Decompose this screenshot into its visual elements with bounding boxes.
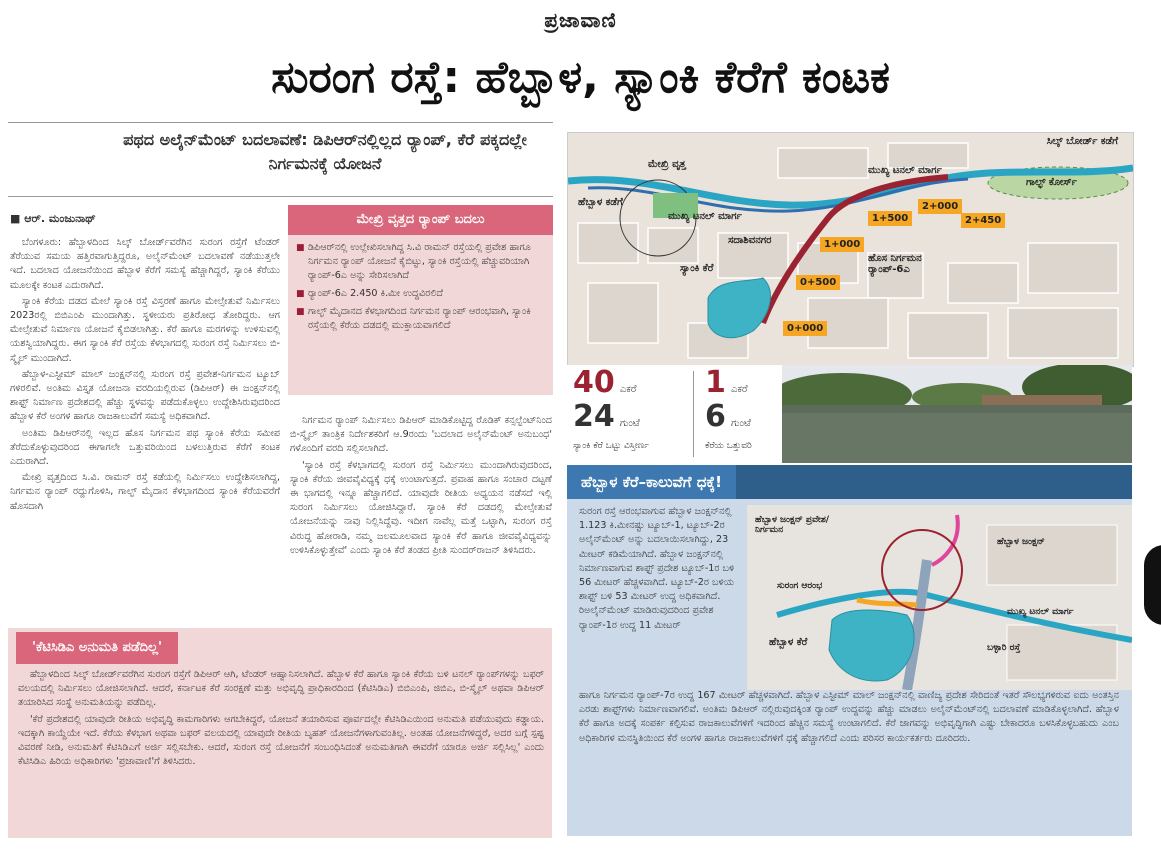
sidebar-list bbox=[296, 241, 548, 337]
map-label-golf: ಗಾಲ್ಫ್ ಕೋರ್ಸ್ bbox=[1026, 177, 1077, 188]
ktcda-title: 'ಕೆಟಿಸಿಡಿಎ ಅನುಮತಿ ಪಡೆದಿಲ್ಲ' bbox=[16, 632, 178, 664]
ktcda-text bbox=[18, 668, 544, 834]
hebbal-text-2: ಹಾಗೂ ನಿರ್ಗಮನ ರ‍್ಯಾಂಪ್-7ರ ಉದ್ದ 167 ಮೀಟರ್ ಹೆಚ್ಚಳವಾಗಿದೆ. ಹೆಬ್ಬಾಳ ಎಸ್ಟೀಮ್ ಮಾಲ್ ಜಂಕ್ಷನ್‌ನಲ್ಲಿ ವಾಣಿಜ್ಯ ಪ್ರದೇಶ ಸೇರಿದಂತೆ ಇತರೆ ಸೌಲಭ್ಯಗಳಿರುವ ಐದು ಅಂತಸ್ತಿನ ಎರಡು ಶಾಫ್ಟ್‌ಗಳು ನಿರ್ಮಾಣವಾಗಲಿವೆ. ಅಂತಿಮ ಡಿಪಿಆರ್ ನಲ್ಲಿರುವುದಕ್ಕಿಂತ ರ‍್ಯಾಂಪ್ ಉದ್ದವನ್ನು ಹೆಚ್ಚು ಮಾಡಲು ಅಲೈನ್‌ಮೆಂಟ್‌ನಲ್ಲಿ ಬದಲಾವಣೆ ಮಾಡಿಕೊಳ್ಳಲಾಗಿದೆ. ಹೆಬ್ಬಾಳ ಕೆರೆ ಹಾಗೂ ಅದಕ್ಕೆ ಸಂಪರ್ಕ ಕಲ್ಪಿಸುವ ರಾಜಕಾಲುವೆಗಳಿಗೆ ಇದರಿಂದ ಹೆಚ್ಚಿನ ಸಮಸ್ಯೆ ಉಂಟಾಗಲಿದೆ. ಕೆರೆ ಜಾಗವನ್ನು ಅಭಿವೃದ್ಧಿಗಾಗಿ ಎಷ್ಟು ಬೇಕಾದರೂ ಬಳಸಿಕೊಳ್ಳಬಹುದು ಎಂಬ ಅಧಿಕಾರಿಗಳ ಮನಸ್ಥಿತಿಯಿಂದ ಕೆರೆ ಅಂಗಳ ಹಾಗೂ ರಾಜಕಾಲುವೆಗಳಿಗೆ ಧಕ್ಕೆ ಹೆಚ್ಚಾಗಲಿದೆ ಎಂದು ಪರಿಸರ ಕಾರ್ಯಕರ್ತರು ದೂರಿದರು. bbox=[579, 690, 1119, 744]
paragraph: ಅಂತಿಮ ಡಿಪಿಆರ್‌ನಲ್ಲಿ ಇಲ್ಲದ ಹೊಸ ನಿರ್ಗಮನ ಪಥ ಸ್ಯಾಂಕಿ ಕೆರೆಯ ಸಮೀಪ ತೆರೆದುಕೊಳ್ಳುವುದರಿಂದ ಈಗಾಗಲೇ ಒತ್ತುವರಿಯಿಂದ ಬಳಲುತ್ತಿರುವ ಕೆರೆಗೆ ಕಂಟಕ ಎದುರಾಗಿದೆ. bbox=[10, 427, 280, 468]
hebbal-text-1: ಸುರಂಗ ರಸ್ತೆ ಆರಂಭವಾಗುವ ಹೆಬ್ಬಾಳ ಜಂಕ್ಷನ್‌ನಲ್ಲಿ 1.123 ಕಿ.ಮೀನಷ್ಟು ಟ್ಯೂಬ್-1, ಟ್ಯೂಬ್-2ರ ಅಲೈನ್‌ಮೆಂಟ್ ಅನ್ನು ಬದಲಾಯಿಸಲಾಗಿದ್ದು, 23 ಮೀಟರ್ ಕಡಿಮೆಯಾಗಿದೆ. ಹೆಬ್ಬಾಳ ಜಂಕ್ಷನ್‌ನಲ್ಲಿ ನಿರ್ಮಾಣವಾಗುವ ಶಾಫ್ಟ್ ಪ್ರದೇಶ ಟ್ಯೂಬ್-1ರ ಬಳಿ 56 ಮೀಟರ್ ಹೆಚ್ಚಳವಾಗಿದೆ. ಟ್ಯೂಬ್-2ರ ಬಳಿಯ ಶಾಫ್ಟ್ ಬಳಿ 53 ಮೀಟರ್ ಉದ್ದ ಅಧಿಕವಾಗಿದೆ. ರಿಅಲೈನ್‌ಮೆಂಟ್ ಮಾಡಿರುವುದರಿಂದ ಪ್ರವೇಶ ರ‍್ಯಾಂಪ್-1ರ ಉದ್ದ 11 ಮೀಟರ್ bbox=[579, 506, 735, 631]
paragraph: ಸ್ಯಾಂಕಿ ಕೆರೆಯ ದಡದ ಮೇಲೆ ಸ್ಯಾಂಕಿ ರಸ್ತೆ ವಿಸ್ತರಣೆ ಹಾಗೂ ಮೇಲ್ಸೇತುವೆ ನಿರ್ಮಿಸಲು 2023ರಲ್ಲಿ ಬಿಬಿಎಂಪಿ ಮುಂದಾಗಿತ್ತು. ಸ್ಥಳೀಯರು ಪ್ರತಿರೋಧ ತೋರಿದ್ದರು. ಆಗ ಮೇಲ್ಸೇತುವೆ ನಿರ್ಮಾಣ ಯೋಜನೆ ಕೈಬಿಡಲಾಗಿತ್ತು. ಕೆರೆ ಹಾಗೂ ಮರಗಳನ್ನು ಉಳಿಸುವಲ್ಲಿ ಯಶಸ್ವಿಯಾಗಿದ್ದರು. ಈಗ ಸ್ಯಾಂಕಿ ಕೆರೆ ರಸ್ತೆಯ ಕೆಳಭಾಗದಲ್ಲಿ ಸುರಂಗ ರಸ್ತೆ ನಿರ್ಮಿಸಲು ಬಿ-ಸ್ಮೈಲ್ ಮುಂದಾಗಿದೆ. bbox=[10, 295, 280, 364]
map-label-main-tunnel: ಮುಖ್ಯ ಟನಲ್ ಮಾರ್ಗ bbox=[1007, 607, 1074, 617]
lake-photo-graphic bbox=[782, 365, 1132, 463]
chainage-label: 0+500 bbox=[796, 275, 840, 290]
headline: ಸುರಂಗ ರಸ್ತೆ: ಹೆಬ್ಬಾಳ, ಸ್ಯಾಂಕಿ ಕೆರೆಗೆ ಕಂಟಕ bbox=[271, 52, 890, 103]
sidebar-item: ■ ರ‍್ಯಾಂಪ್-6ಎ 2.450 ಕಿ.ಮೀ ಉದ್ದವಿರಲಿದೆ bbox=[296, 287, 548, 301]
sidebar-item: ■ ಡಿಪಿಆರ್‌ನಲ್ಲಿ ಉಲ್ಲೇಖಿಸಲಾಗಿದ್ದ ಸಿ.ವಿ ರಾಮನ್ ರಸ್ತೆಯಲ್ಲಿ ಪ್ರವೇಶ ಹಾಗೂ ನಿರ್ಗಮನ ರ‍್ಯಾಂಪ್ ಯೋಜನೆ ಕೈಬಿಟ್ಟು, ಸ್ಯಾಂಕಿ ರಸ್ತೆಯಲ್ಲಿ ಹೆಚ್ಚುವರಿಯಾಗಿ ರ‍್ಯಾಂಪ್-6ಎ ಅನ್ನು ಸೇರಿಸಲಾಗಿದೆ bbox=[296, 241, 548, 283]
rule bbox=[8, 196, 553, 197]
map-label-new-exit: ಹೊಸ ನಿರ್ಗಮನ ರ‍್ಯಾಂಪ್-6ಎ bbox=[868, 253, 922, 275]
map-label-hebbal-lake: ಹೆಬ್ಬಾಳ ಕೆರೆ bbox=[769, 637, 808, 648]
mekhri-ramp-sidebar bbox=[288, 205, 553, 395]
map-label-mekhri: ಮೇಖ್ರಿ ವೃತ್ತ bbox=[648, 159, 686, 170]
rule bbox=[8, 122, 553, 123]
hebbal-panel bbox=[567, 465, 1132, 836]
paragraph: ಬೆಂಗಳೂರು: ಹೆಬ್ಬಾಳದಿಂದ ಸಿಲ್ಕ್ ಬೋರ್ಡ್‌ವರೆಗಿನ ಸುರಂಗ ರಸ್ತೆಗೆ ಟೆಂಡರ್ ತೆರೆಯುವ ಸಮಯ ಹತ್ತಿರವಾಗುತ್ತಿದ್ದರೂ, ಅಲೈನ್‌ಮೆಂಟ್ ಬದಲಾವಣೆ ನಡೆಯುತ್ತಲೇ ಇದೆ. ಬದಲಾದ ಯೋಜನೆಯಿಂದ ಹೆಬ್ಬಾಳ ಕೆರೆಗೆ ಸಮಸ್ಯೆ ಹೆಚ್ಚಾಗಿದ್ದರೆ, ಸ್ಯಾಂಕಿ ಕೆರೆಯು ಮೂಲಕ್ಕೇ ಕಂಟಕ ಎದುರಾಗಿದೆ. bbox=[10, 237, 280, 291]
map-label-ballari: ಬಳ್ಳಾರಿ ರಸ್ತೆ bbox=[987, 643, 1021, 653]
sankey-map bbox=[567, 132, 1134, 367]
paragraph: ಮೇಖ್ರಿ ವೃತ್ತದಿಂದ ಸಿ.ವಿ. ರಾಮನ್ ರಸ್ತೆ ಕಡೆಯಲ್ಲಿ ನಿರ್ಮಿಸಲು ಉದ್ದೇಶಿಸಲಾಗಿದ್ದ, ನಿರ್ಗಮನ ರ‍್ಯಾಂಪ್ ರದ್ದುಗೊಳಿಸಿ, ಗಾಲ್ಫ್ ಮೈದಾನ ಕೆಳಭಾಗದಿಂದ ಸ್ಯಾಂಕಿ ಕೆರೆಯವರೆಗೆ ಹೊಸದಾಗಿ bbox=[10, 472, 280, 512]
map-label-entry-exit: ಹೆಬ್ಬಾಳ ಜಂಕ್ಷನ್ ಪ್ರವೇಶ/ನಿರ್ಗಮನ bbox=[755, 515, 830, 535]
hebbal-title: ಹೆಬ್ಬಾಳ ಕೆರೆ–ಕಾಲುವೆಗೆ ಧಕ್ಕೆ! bbox=[567, 465, 1132, 499]
paragraph: ನಿರ್ಗಮನ ರ‍್ಯಾಂಪ್ ನಿರ್ಮಿಸಲು ಡಿಪಿಆರ್ ಮಾಡಿಕೊಟ್ಟಿದ್ದ ರೊಡಿಕ್ ಕನ್ಸಲ್ಟೆಂಟ್‌ನಿಂದ ಬಿ-ಸ್ಮೈಲ್ ತಾಂತ್ರಿಕ ನಿರ್ದೇಶಕರಿಗೆ ಆ.9ರಂದು 'ಬದಲಾದ ಅಲೈನ್‌ಮೆಂಟ್ ಅನುಬಂಧ' ಗಳೊಂದಿಗೆ ವರದಿ ಸಲ್ಲಿಸಲಾಗಿದೆ. bbox=[290, 415, 552, 455]
map-label-hebbal: ಹೆಬ್ಬಾಳ ಕಡೆಗೆ bbox=[578, 197, 623, 208]
hebbal-map bbox=[747, 505, 1132, 690]
chainage-label: 2+450 bbox=[961, 213, 1005, 228]
paragraph: ಹೆಬ್ಬಾಳದಿಂದ ಸಿಲ್ಕ್ ಬೋರ್ಡ್‌ವರೆಗಿನ ಸುರಂಗ ರಸ್ತೆಗೆ ಡಿಪಿಆರ್ ಆಗಿ, ಟೆಂಡರ್ ಆಹ್ವಾನಿಸಲಾಗಿದೆ. ಹೆಬ್ಬಾಳ ಕೆರೆ ಹಾಗೂ ಸ್ಯಾಂಕಿ ಕೆರೆಯ ಬಳಿ ಟನಲ್ ರ‍್ಯಾಂಪ್‌ಗಳನ್ನು ಬಫರ್ ವಲಯದಲ್ಲಿ ನಿರ್ಮಿಸಲು ಯೋಜಿಸಲಾಗಿದೆ. ಆದರೆ, ಕರ್ನಾಟಕ ಕೆರೆ ಸಂರಕ್ಷಣೆ ಮತ್ತು ಅಭಿವೃದ್ಧಿ ಪ್ರಾಧಿಕಾರದಿಂದ (ಕೆಟಿಸಿಡಿಎ) ಬಿಬಿಎಂಪಿ, ಜಿಬಿಎ, ಬಿ-ಸ್ಮೈಲ್ ಅಥವಾ ಡಿಪಿಆರ್ ತಯಾರಿಸಿದ ಸಂಸ್ಥೆ ಅನುಮತಿಯನ್ನು ಪಡೆದಿಲ್ಲ. bbox=[18, 669, 544, 709]
lake-stats: 40 ಎಕರೆ 24 ಗುಂಟೆ ಸ್ಯಾಂಕಿ ಕೆರೆ ಒಟ್ಟು ವಿಸ್ತೀರ್ಣ 1 ಎಕರೆ 6 ಗುಂಟೆ ಕೆರೆಯ ಒತ್ತುವರಿ bbox=[567, 365, 782, 463]
paragraph: 'ಕೆರೆ ಪ್ರದೇಶದಲ್ಲಿ ಯಾವುದೇ ರೀತಿಯ ಅಭಿವೃದ್ಧಿ ಕಾಮಗಾರಿಗಳು ಆಗಬೇಕಿದ್ದರೆ, ಯೋಜನೆ ತಯಾರಿಸುವ ಪೂರ್ವದಲ್ಲೇ ಕೆಟಿಸಿಡಿಎಯಿಂದ ಅನುಮತಿ ಪಡೆಯುವುದು ಕಡ್ಡಾಯ. ಇದಕ್ಕಾಗಿ ಕಾಯ್ದೆಯೇ ಇದೆ. ಕೆರೆಯ ಕೆಳಭಾಗ ಅಥವಾ ಬಫರ್ ವಲಯದಲ್ಲಿ ಯಾವುದೇ ರೀತಿಯ ಬೃಹತ್ ಯೋಜನೆಗಳಾಗುವಂತಿಲ್ಲ. ಅಂತಹ ಯೋಜನೆಗಳಿದ್ದರೆ, ಅದರ ಬಗ್ಗೆ ಸ್ಪಷ್ಟ ವಿವರಣೆ ನೀಡಿ, ಅನುಮತಿಗೆ ಕೆಟಿಸಿಡಿಎಗೆ ಅರ್ಜಿ ಸಲ್ಲಿಸಬೇಕು. ಆದರೆ, ಸುರಂಗ ರಸ್ತೆ ಯೋಜನೆಗೆ ಸಂಬಂಧಿಸಿದಂತೆ ಅನುಮತಿಗಾಗಿ ಈವರೆಗೆ ಯಾರೂ ಅರ್ಜಿ ಸಲ್ಲಿಸಿಲ್ಲ' ಎಂದು ಕೆಟಿಸಿಡಿಎ ಹಿರಿಯ ಅಧಿಕಾರಿಗಳು 'ಪ್ರಜಾವಾಣಿ'ಗೆ ತಿಳಿಸಿದರು. bbox=[18, 713, 544, 768]
masthead: ಪ್ರಜಾವಾಣಿ bbox=[544, 8, 617, 32]
stat-encroachment: 1 ಎಕರೆ bbox=[705, 365, 748, 400]
map-label-sankey-lake: ಸ್ಯಾಂಕಿ ಕೆರೆ bbox=[680, 263, 714, 274]
subdeck: ಪಥದ ಅಲೈನ್‌ಮೆಂಟ್ ಬದಲಾವಣೆ: ಡಿಪಿಆರ್‌ನಲ್ಲಿಲ್ಲದ ರ‍್ಯಾಂಪ್, ಕೆರೆ ಪಕ್ಕದಲ್ಲೇ ನಿರ್ಗಮನಕ್ಕೆ ಯೋಜನೆ bbox=[123, 130, 527, 173]
map-label-sadashivanagar: ಸದಾಶಿವನಗರ bbox=[728, 235, 772, 246]
article-column-1 bbox=[10, 236, 280, 628]
map-label-main-tunnel: ಮುಖ್ಯ ಟನಲ್ ಮಾರ್ಗ bbox=[868, 165, 942, 176]
chainage-label: 1+500 bbox=[868, 211, 912, 226]
byline: ■ ಆರ್. ಮಂಜುನಾಥ್ bbox=[10, 212, 96, 225]
chainage-label: 1+000 bbox=[820, 237, 864, 252]
sidebar-item: ■ ಗಾಲ್ಫ್ ಮೈದಾನದ ಕೆಳಭಾಗದಿಂದ ನಿರ್ಗಮನ ರ‍್ಯಾಂಪ್ ಆರಂಭವಾಗಿ, ಸ್ಯಾಂಕಿ ರಸ್ತೆಯಲ್ಲಿ ಕೆರೆಯ ದಡದಲ್ಲಿ ಮುಕ್ತಾಯವಾಗಲಿದೆ bbox=[296, 305, 548, 333]
lake-photo bbox=[782, 365, 1132, 463]
paragraph: ಹೆಬ್ಬಾಳ-ಎಸ್ಟೀಮ್ ಮಾಲ್ ಜಂಕ್ಷನ್‌ನಲ್ಲಿ ಸುರಂಗ ರಸ್ತೆ ಪ್ರವೇಶ-ನಿರ್ಗಮನ ಟ್ಯೂಬ್ ಗಳಿರಲಿವೆ. ಅಂತಿಮ ವಿಸ್ತೃತ ಯೋಜನಾ ವರದಿಯಲ್ಲಿರುವ (ಡಿಪಿಆರ್) ಈ ಜಂಕ್ಷನ್‌ನಲ್ಲಿ ಶಾಫ್ಟ್ ನಿರ್ಮಾಣ ಪ್ರದೇಶದಲ್ಲಿ ಹೆಚ್ಚು ಸ್ಥಳವನ್ನು ಪಡೆದುಕೊಳ್ಳಲು ಉದ್ದೇಶಿಸಿರುವುದರಿಂದ ಹೆಬ್ಬಾಳ ಕೆರೆ ಅಂಗಳ ಹಾಗೂ ರಾಜಕಾಲುವೆಗೆ ಸಮಸ್ಯೆ ಅಧಿಕವಾಗಿದೆ. bbox=[10, 368, 280, 423]
article-column-2 bbox=[290, 414, 552, 624]
map-label-tunnel-start: ಸುರಂಗ ಆರಂಭ bbox=[777, 581, 823, 591]
chainage-label: 0+000 bbox=[783, 321, 827, 336]
map-label-junction: ಹೆಬ್ಬಾಳ ಜಂಕ್ಷನ್ bbox=[997, 537, 1045, 547]
sidebar-title: ಮೇಖ್ರಿ ವೃತ್ತದ ರ‍್ಯಾಂಪ್ ಬದಲು bbox=[288, 205, 553, 235]
ktcda-box bbox=[8, 628, 552, 838]
stat-encroach-caption: ಕೆರೆಯ ಒತ್ತುವರಿ bbox=[705, 441, 752, 451]
map-label-silk-board: ಸಿಲ್ಕ್ ಬೋರ್ಡ್ ಕಡೆಗೆ bbox=[1046, 136, 1118, 147]
paragraph: 'ಸ್ಯಾಂಕಿ ರಸ್ತೆ ಕೆಳಭಾಗದಲ್ಲಿ ಸುರಂಗ ರಸ್ತೆ ನಿರ್ಮಿಸಲು ಮುಂದಾಗಿರುವುದರಿಂದ, ಸ್ಯಾಂಕಿ ಕೆರೆಯ ಜೀವವೈವಿಧ್ಯಕ್ಕೆ ಧಕ್ಕೆ ಉಂಟಾಗುತ್ತದೆ. ಪ್ರವಾಹ ಹಾಗೂ ಸಂಚಾರ ದಟ್ಟಣೆ ಈ ಭಾಗದಲ್ಲಿ ಇನ್ನೂ ಹೆಚ್ಚಾಗಲಿದೆ. ಯಾವುದೇ ರೀತಿಯ ಅಧ್ಯಯನ ನಡೆಸದೆ ಇಲ್ಲಿ ಸುರಂಗ ನಿರ್ಮಿಸಲು ಯೋಜಿಸಿದ್ದಾರೆ. ಸ್ಯಾಂಕಿ ಕೆರೆ ದಡದಲ್ಲಿ ಮೇಲ್ಸೇತುವೆ ಯೋಜನೆಯನ್ನು ನಾವು ನಿಲ್ಲಿಸಿದ್ದೆವು. ಇದೀಗ ನಾವೆಲ್ಲ ಮತ್ತೆ ಒಟ್ಟಾಗಿ, ಸುರಂಗ ರಸ್ತೆ ವಿರುದ್ಧ ಹೋರಾಡಿ, ನಮ್ಮ ಜಲಮೂಲವಾದ ಸ್ಯಾಂಕಿ ಕೆರೆ ಹಾಗೂ ಜೀವವೈವಿಧ್ಯವನ್ನು ಉಳಿಸಿಕೊಳ್ಳುತ್ತೇವೆ' ಎಂದು ಸ್ಯಾಂಕಿ ಕೆರೆ ತಂಡದ ಪ್ರೀತಿ ಸುಂದರ್‌ರಾಜನ್ ತಿಳಿಸಿದರು. bbox=[290, 459, 552, 556]
chainage-label: 2+000 bbox=[918, 199, 962, 214]
stat-sankey-area: 40 ಎಕರೆ bbox=[573, 365, 637, 400]
map-label-main-tunnel-2: ಮುಖ್ಯ ಟನಲ್ ಮಾರ್ಗ bbox=[668, 211, 742, 222]
next-page-button[interactable] bbox=[1144, 545, 1161, 625]
stat-sankey-caption: ಸ್ಯಾಂಕಿ ಕೆರೆ ಒಟ್ಟು ವಿಸ್ತೀರ್ಣ bbox=[573, 441, 649, 451]
